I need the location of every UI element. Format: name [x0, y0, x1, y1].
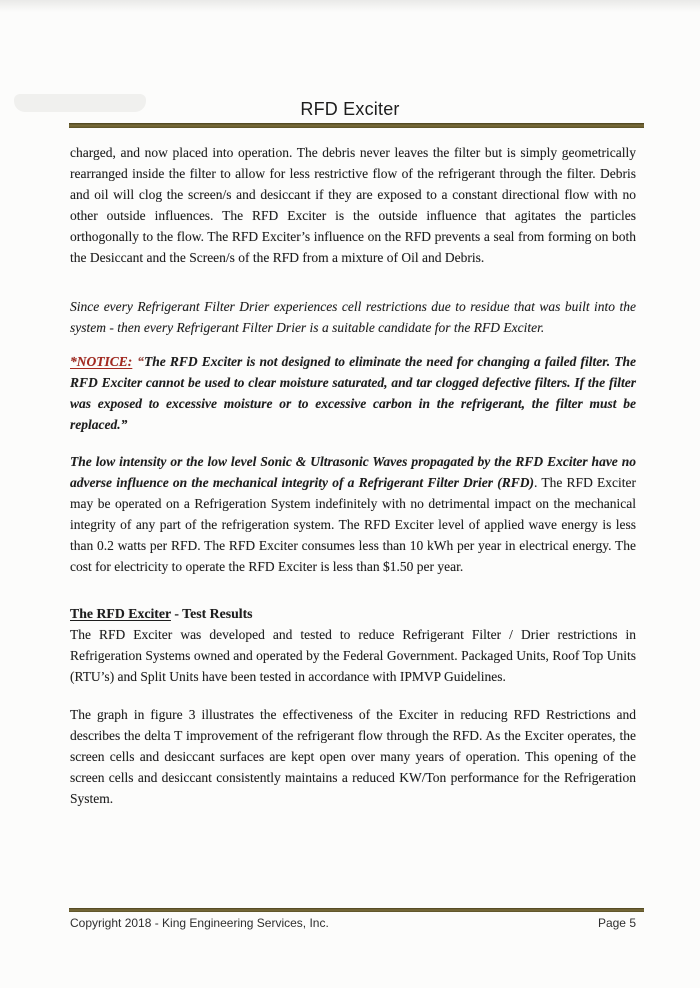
page-title: RFD Exciter — [300, 99, 400, 119]
paragraph-test-results: The RFD Exciter was developed and tested to reduce Refrigerant Filter / Drier restrictions in Refrigeration Systems owned and operated by the Federal Government. Packaged Units, Roof Top Units (RTU’s) and Split Units have been tested in accordance with IPMVP Guidelines. — [70, 627, 636, 684]
waves-body-text: . The RFD Exciter may be operated on a Refrigeration System indefinitely with no detrimental impact on the mechanical integrity of any part of the refrigeration system. The RFD Exciter level of applied wave energy is less than 0.2 watts per RFD. The RFD Exciter consumes less than 10 kWh per year in electrical energy. The cost for electricity to operate the RFD Exciter is less than $1.50 per year. — [70, 475, 636, 574]
section-heading-underlined: The RFD Exciter — [70, 606, 171, 621]
notice-label: *NOTICE: — [70, 354, 133, 369]
section-heading-test-results — [70, 603, 636, 624]
waves-emphasis: The low intensity or the low level Sonic & Ultrasonic Waves propagated by the RFD Exciter have no adverse influence on the mechanical integrity of a Refrigerant Filter Drier (RFD) — [70, 454, 636, 490]
footer-rule — [69, 908, 644, 912]
paragraph-waves — [70, 451, 636, 577]
footer-copyright: Copyright 2018 - King Engineering Services, Inc. — [70, 916, 329, 930]
paragraph-notice — [70, 351, 636, 435]
scan-edge-shade — [0, 0, 700, 12]
paragraph-opening: charged, and now placed into operation. The debris never leaves the filter but is simply geometrically rearranged inside the filter to allow for less restrictive flow of the refrigerant through the filter. Debris and oil will clog the screen/s and desiccant if they are exposed to a constant directional flow with no other outside influences. The RFD Exciter is the outside influence that agitates the particles orthogonally to the flow. The RFD Exciter’s influence on the RFD prevents a seal from forming on both the Desiccant and the Screen/s of the RFD from a mixture of Oil and Debris. — [70, 145, 636, 265]
footer-page-number: Page 5 — [597, 916, 636, 930]
paragraph-graph-description: The graph in figure 3 illustrates the effectiveness of the Exciter in reducing RFD Restrictions and describes the delta T improvement of the refrigerant flow through the RFD. As the Exciter operates, the screen cells and desiccant surfaces are kept open over many years of operation. This opening of the screen cells and desiccant consistently maintains a reduced KW/Ton performance for the Refrigeration System. — [70, 707, 636, 806]
header-rule — [69, 123, 644, 128]
footer — [70, 915, 636, 931]
section-heading-rest: - Test Results — [170, 606, 253, 621]
notice-open-quote: “ — [137, 354, 145, 369]
paragraph-candidate-statement: Since every Refrigerant Filter Drier experiences cell restrictions due to residue that was built into the system - then every Refrigerant Filter Drier is a suitable candidate for the RFD Exciter. — [70, 299, 636, 335]
notice-text: The RFD Exciter is not designed to eliminate the need for changing a failed filter. The RFD Exciter cannot be used to clear moisture saturated, and tar clogged defective filters. If the filter was exposed to excessive moisture or to excessive carbon in the refrigerant, the filter must be replaced.” — [70, 354, 636, 432]
